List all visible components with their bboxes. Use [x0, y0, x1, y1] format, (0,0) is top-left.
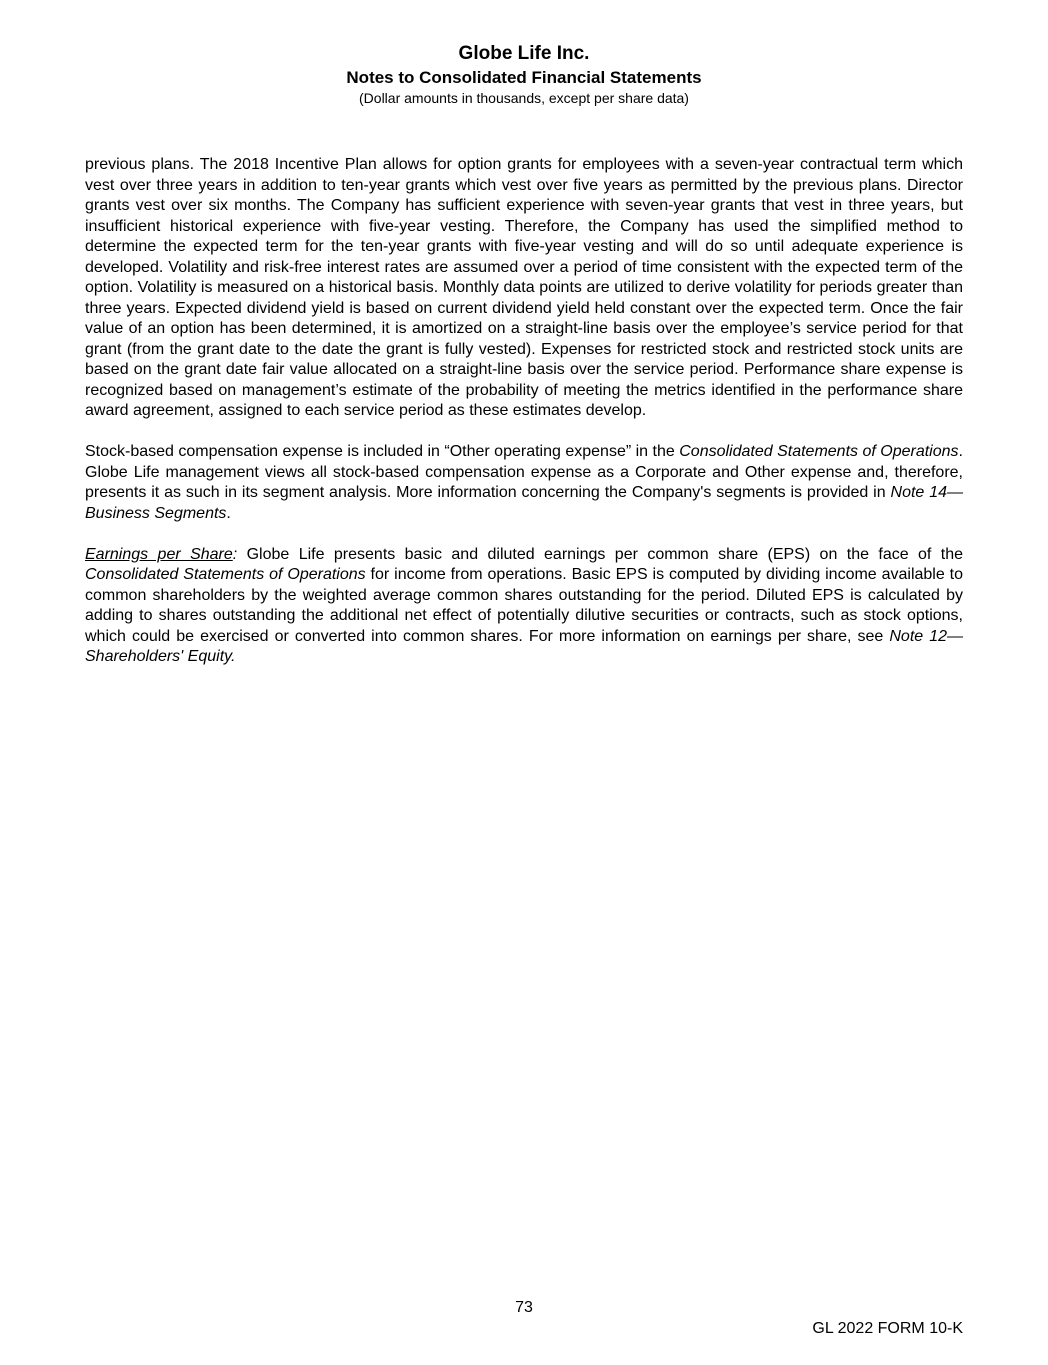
company-name: Globe Life Inc.: [458, 43, 590, 64]
note-reference: Note 12—Shareholders' Equity.: [85, 627, 963, 665]
document-title: Notes to Consolidated Financial Statements: [346, 68, 702, 87]
section-heading: Earnings per Share: [85, 545, 233, 563]
document-body: [85, 155, 963, 688]
form-label: GL 2022 FORM 10-K: [812, 1320, 963, 1337]
heading-colon: :: [232, 545, 238, 563]
statement-reference: Consolidated Statements of Operations: [85, 566, 366, 583]
page-header: [0, 42, 1048, 107]
paragraph-text: . Globe Life management views all stock-based compensation expense as a Corporate and Other expense and, therefore, presents it as such in its segment analysis. More information concerning the Company's segments is provided in: [85, 443, 963, 501]
paragraph-text: .: [226, 504, 231, 522]
page-number: 73: [515, 1299, 533, 1316]
statement-reference: Consolidated Statements of Operations: [679, 443, 959, 460]
amounts-note: (Dollar amounts in thousands, except per share data): [359, 90, 689, 106]
paragraph-stock-compensation: [85, 442, 963, 524]
note-reference: Note 14—Business Segments: [85, 484, 963, 522]
paragraph-text: Globe Life presents basic and diluted earnings per common share (EPS) on the face of the: [237, 545, 964, 563]
paragraph-option-grants: previous plans. The 2018 Incentive Plan allows for option grants for employees with a seven-year contractual term which vest over three years in addition to ten-year grants which vest over five years as permitted by the previous plans. Director grants vest over six months. The Company has sufficient experience with seven-year grants that vest in three years, but insufficient historical experience with five-year vesting. Therefore, the Company has used the simplified method to determine the expected term for the ten-year grants with five-year vesting and will do so until adequate experience is developed. Volatility and risk-free interest rates are assumed over a period of time consistent with the expected term of the option. Volatility is measured on a historical basis. Monthly data points are utilized to derive volatility for periods greater than three years. Expected dividend yield is based on current dividend yield held constant over the expected term. Once the fair value of an option has been determined, it is amortized on a straight-line basis over the employee’s service period for that grant (from the grant date to the date the grant is fully vested). Expenses for restricted stock and restricted stock units are based on the grant date fair value allocated on a straight-line basis over the service period. Performance share expense is recognized based on management’s estimate of the probability of meeting the metrics identified in the performance share award agreement, assigned to each service period as these estimates develop.: [85, 156, 963, 419]
paragraph-earnings-per-share: [85, 545, 963, 668]
paragraph-text: Stock-based compensation expense is included in “Other operating expense” in the: [85, 443, 680, 460]
paragraph-text: for income from operations. Basic EPS is computed by dividing income available to common shareholders by the weighted average common shares outstanding for the period. Diluted EPS is calculated by adding to shares outstanding the additional net effect of potentially dilutive securities or contracts, such as stock options, which could be exercised or converted into common shares. For more information on earnings per share, see: [85, 566, 963, 645]
